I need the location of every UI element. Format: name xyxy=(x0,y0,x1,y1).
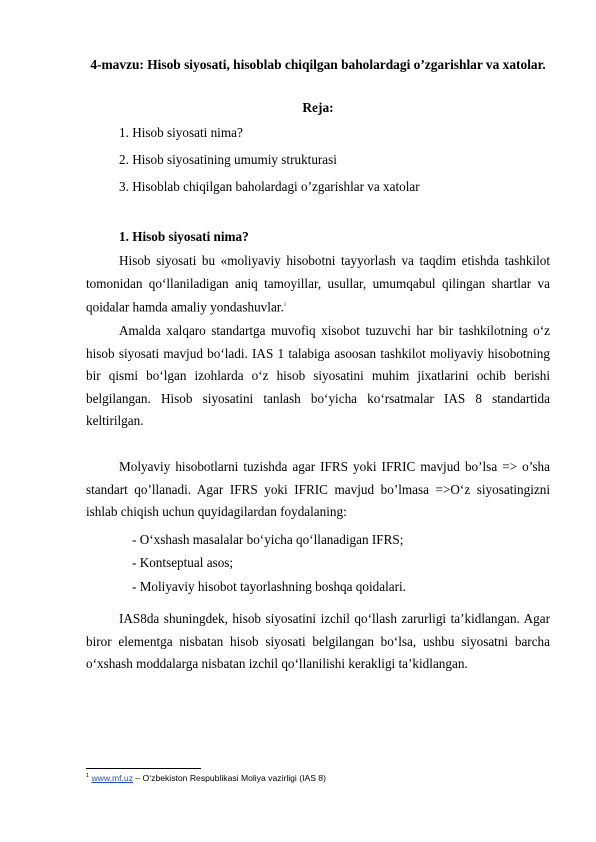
paragraph-ias1: Amalda xalqaro standartga muvofiq xisobot tuzuvchi har bir tashkilotning o‘z hisob siyosati mavjud bo‘ladi. IAS 1 talabiga asoosan tashkilot moliyaviy hisobotning bir qismi bo‘lgan izohlarda o‘z hisob siyosatini muhim jixatlarini ochib berishi belgilangan. Hisob siyosatini tanlash bo‘yicha ko‘rsatmalar IAS 8 standartida keltirilgan. xyxy=(86,323,550,429)
plan-list xyxy=(119,124,420,205)
footnote-number: 1 xyxy=(86,773,90,780)
paragraph-definition xyxy=(86,250,550,319)
list-item: - O‘xshash masalalar bo‘yicha qo‘llanadigan IFRS; xyxy=(132,532,404,547)
footnote xyxy=(86,773,326,783)
list-item: - Kontseptual asos; xyxy=(132,555,234,571)
plan-heading: Reja: xyxy=(302,100,334,115)
plan-item: 2. Hisob siyosatining umumiy strukturasi xyxy=(119,152,337,167)
footnote-text: – O‘zbekiston Respublikasi Moliya vazirligi (IAS 8) xyxy=(133,773,326,783)
document-title: 4-mavzu: Hisob siyosati, hisoblab chiqilgan baholardagi o’zgarishlar va xatolar. xyxy=(90,57,546,72)
footnote-reference[interactable]: 1 xyxy=(283,303,287,309)
source-list xyxy=(132,531,406,601)
paragraph-ifrs: Molyaviy hisobotlarni tuzishda agar IFRS yoki IFRIC mavjud bo’lsa => o’sha standart qo’llanadi. Agar IFRS yoki IFRIC mavjud bo’lmasa =>O‘z siyosatingizni ishlab chiqish uchun quyidagilardan foydalaning: xyxy=(86,459,550,520)
list-item: - Moliyaviy hisobot tayorlashning boshqa qoidalari. xyxy=(132,578,406,594)
paragraph-ias8: IAS8da shuningdek, hisob siyosatini izchil qo‘llash zarurligi ta’kidlangan. Agar biror elementga nisbatan hisob siyosati belgilangan bo‘lsa, ushbu siyosatni barcha o‘xshash moddalarga nisbatan izchil qo‘llanilishi kerakligi ta’kidlangan. xyxy=(86,611,550,672)
plan-item: 1. Hisob siyosati nima? xyxy=(119,125,243,140)
section-heading: 1. Hisob siyosati nima? xyxy=(119,229,249,244)
footnote-separator xyxy=(86,768,201,769)
paragraph-text: Hisob siyosati bu «moliyaviy hisobotni tayyorlash va taqdim etishda tashkilot tomonidan qo‘llaniladigan aniq tamoyillar, usullar, umumqabul qilingan shartlar va qoidalar hamda amaliy yondashuvlar. xyxy=(86,253,550,315)
footnote-link[interactable]: www.mf.uz xyxy=(91,773,133,783)
plan-item: 3. Hisoblab chiqilgan baholardagi o’zgarishlar va xatolar xyxy=(119,179,420,194)
